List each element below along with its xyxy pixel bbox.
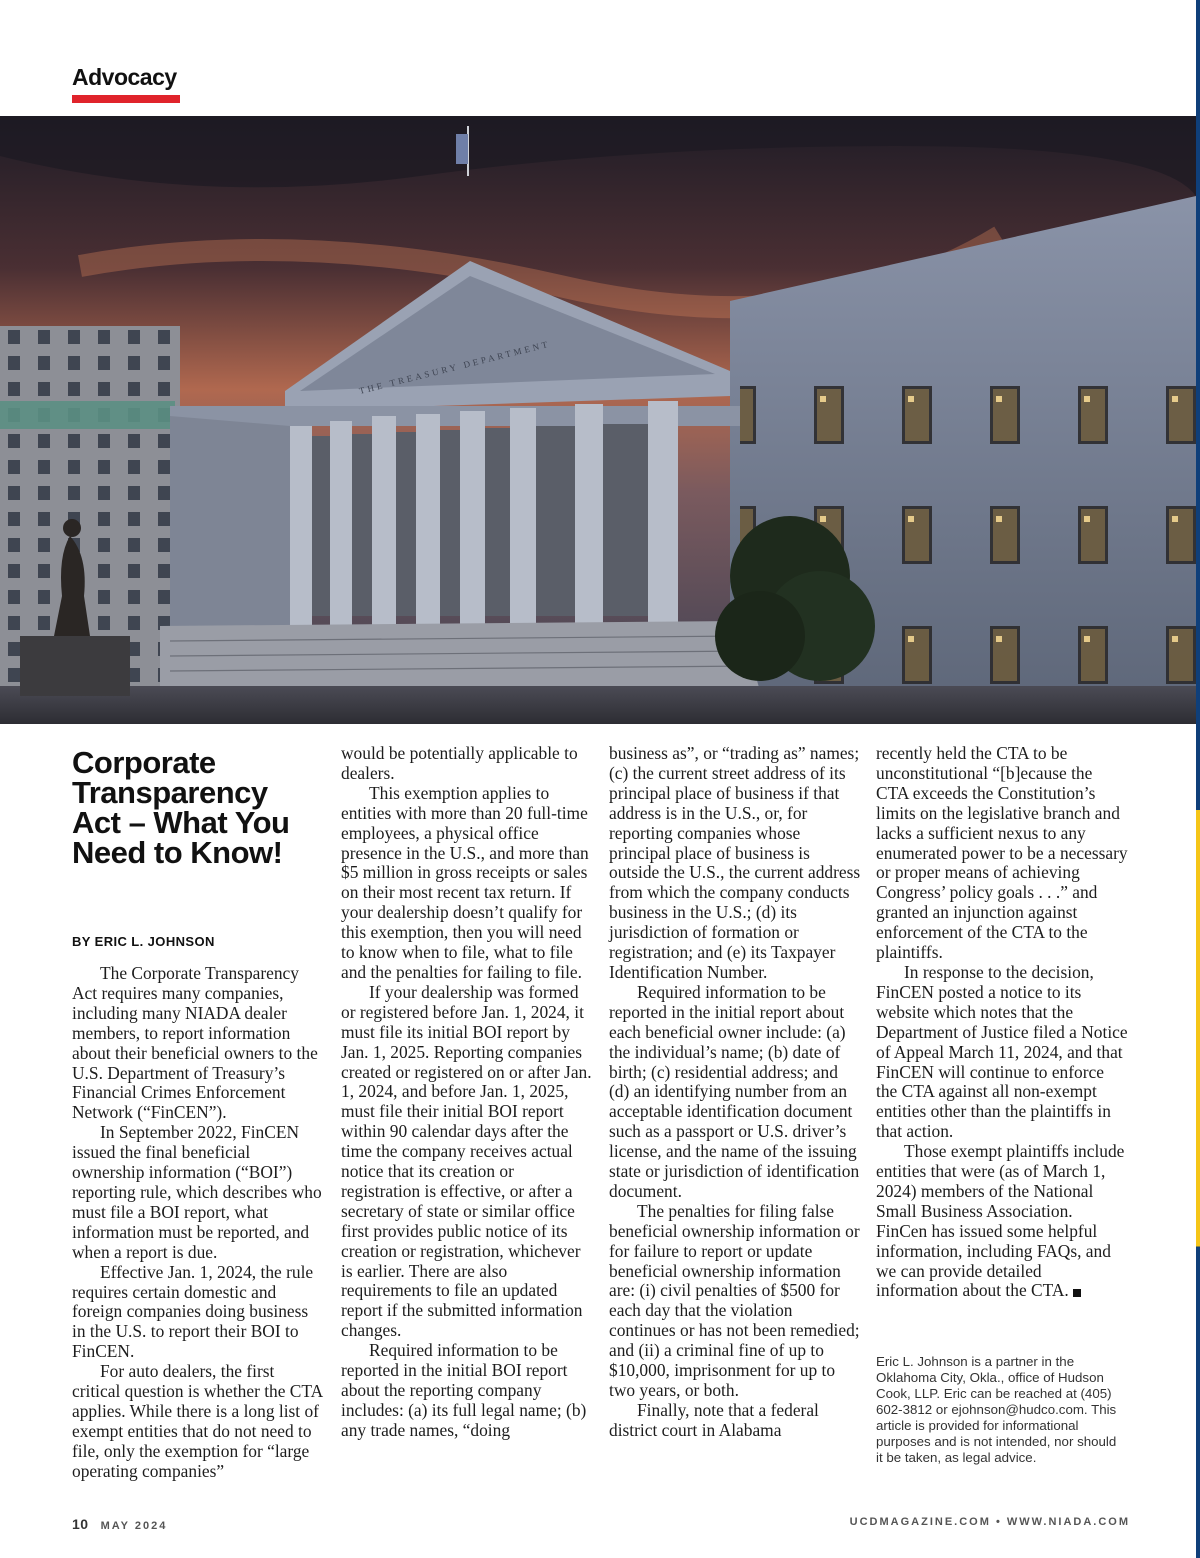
paragraph: This exemption applies to entities with more than 20 full-time employees, a physical office presence in the U.S., and more than $5 million in gross receipts or sales on their most recent tax return. If your dealership doesn’t qualify for this exemption, then you will need to know when to file, what to file and the penalties for failing to file.	[341, 782, 589, 982]
paragraph: In response to the decision, FinCEN posted a notice to its website which notes that the Department of Justice filed a Notice of Appeal March 11, 2024, and that FinCEN will continue to enforce the CTA against all non-exempt entities other than the plaintiffs in that action.	[876, 961, 1128, 1142]
paragraph: Required information to be reported in the initial report about each beneficial owner include: (a) the individual’s name; (b) date of birth; (c) residential address; and (d) an identifying number from an acceptable identification document such as a passport or U.S. driver’s license, and the name of the issuing state or jurisdiction of identification document.	[609, 981, 860, 1201]
paragraph: For auto dealers, the first critical question is whether the CTA applies. While there is a long list of exempt entities that do not need to file, only the exemption for “large operating companies”	[72, 1361, 323, 1481]
paragraph: Required information to be reported in the initial BOI report about the reporting company includes: (a) its full legal name; (b) any trade names, “doing	[341, 1340, 587, 1440]
pediment-inscription: THE TREASURY DEPARTMENT	[358, 338, 552, 396]
paragraph: In September 2022, FinCEN issued the final beneficial ownership information (“BOI”) reporting rule, which describes who must file a BOI report, what information must be reported, and when a report is due.	[72, 1122, 322, 1262]
article-column-3	[609, 744, 861, 1441]
article-column-2	[341, 744, 593, 1441]
folio-site-urls: UCDMAGAZINE.COM • WWW.NIADA.COM	[849, 1516, 1130, 1528]
end-mark-icon	[1073, 1289, 1081, 1297]
article-column-1	[72, 964, 324, 1482]
paragraph-continued: recently held the CTA to be unconstitutional “[b]ecause the CTA exceeds the Constitution’s limits on the legislative branch and lacks a sufficient nexus to any enumerated power to be a necessary or proper means of achieving Congress’ policy goals . . .” and granted an injunction against enforcement of the CTA to the plaintiffs.	[876, 743, 1128, 963]
paragraph-continued: would be potentially applicable to dealers.	[341, 743, 578, 783]
paragraph: If your dealership was formed or registered before Jan. 1, 2024, it must file its initial BOI report by Jan. 1, 2025. Reporting companies created or registered on or after Jan. 1, 2024, and before Jan. 1, 2025, must file their initial BOI report within 90 calendar days after the time the company receives actual notice that its creation or registration is effective, or after a secretary of state or similar office first provides public notice of its creation or registration, whichever is earlier. There are also requirements to file an updated report if the submitted information changes.	[341, 981, 592, 1341]
article-column-4	[876, 744, 1128, 1301]
hero-photo-treasury-building	[0, 116, 1196, 724]
author-bio: Eric L. Johnson is a partner in the Oklahoma City, Okla., office of Hudson Cook, LLP. Eric can be reached at (405) 602-3812 or ejohnson@hudco.com. This article is provided for informational purposes and is not intended, nor should it be taken, as legal advice.	[876, 1354, 1117, 1465]
section-label: Advocacy	[72, 64, 177, 90]
paragraph: Finally, note that a federal district court in Alabama	[609, 1399, 819, 1440]
article-title: Corporate Transparency Act – What You Need to Know!	[72, 745, 290, 870]
section-accent-bar	[72, 95, 180, 103]
paragraph: The Corporate Transparency Act requires many companies, including many NIADA dealer members, to report information about their beneficial owners to the U.S. Department of Treasury’s Financial Crimes Enforcement Network (“FinCEN”).	[72, 963, 318, 1123]
paragraph-text: Those exempt plaintiffs include entities that were (as of March 1, 2024) members of the National Small Business Association. FinCen has issued some helpful information, including FAQs, and we can provide detailed information about the CTA.	[876, 1141, 1125, 1301]
page-number: 10	[72, 1516, 89, 1532]
page-edge-stripe	[1196, 0, 1200, 1558]
issue-date: MAY 2024	[100, 1520, 168, 1532]
article-byline: BY ERIC L. JOHNSON	[72, 934, 215, 949]
paragraph: The penalties for filing false beneficial ownership information or for failure to report or update beneficial ownership information are: (i) civil penalties of $500 for each day that the violation continues or has not been remedied; and (ii) a criminal fine of up to $10,000, imprisonment for up to two years, or both.	[609, 1200, 860, 1400]
paragraph-last	[876, 1142, 1128, 1301]
paragraph-continued: business as”, or “trading as” names; (c) the current street address of its principal place of business if that address is in the U.S., or, for reporting companies whose principal place of business is outside the U.S., the current address from which the company conducts business in the U.S.; (d) its jurisdiction of formation or registration; and (e) its Taxpayer Identification Number.	[609, 743, 861, 982]
folio-left	[72, 1516, 167, 1532]
paragraph: Effective Jan. 1, 2024, the rule requires certain domestic and foreign companies doing business in the U.S. to report their BOI to FinCEN.	[72, 1261, 314, 1362]
